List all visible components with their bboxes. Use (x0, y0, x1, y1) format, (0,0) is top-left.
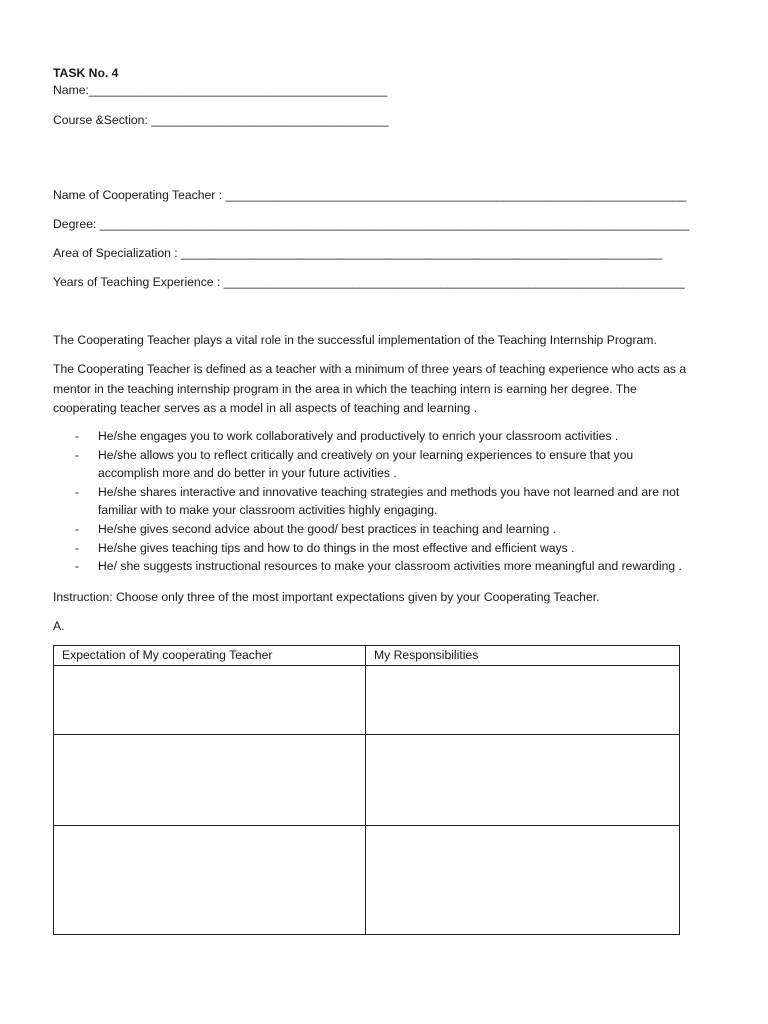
instruction-text: Instruction: Choose only three of the most important expectations given by your Cooperating Teacher. (53, 590, 600, 604)
column-header-expectation: Expectation of My cooperating Teacher (54, 646, 366, 666)
expectation-cell[interactable] (54, 666, 366, 735)
list-item-text: He/she shares interactive and innovative teaching strategies and methods you have not learned and are not (98, 484, 680, 499)
table-row (54, 666, 680, 735)
bullet-dash: - (75, 559, 80, 574)
table-row (54, 735, 680, 826)
section-label: A. (53, 619, 65, 633)
bullet-dash: - (75, 540, 80, 555)
table-header-row (54, 646, 680, 666)
cooperating-teacher-name-line: Name of Cooperating Teacher : ____________________________________________________________________ (53, 188, 687, 202)
degree-line: Degree: _______________________________________________________________________________________ (53, 217, 690, 231)
list-item (53, 483, 733, 520)
list-item (53, 446, 733, 483)
expectations-table (53, 645, 680, 935)
bullet-dash: - (75, 447, 80, 462)
area-of-specialization-line: Area of Specialization : _______________________________________________________________________ (53, 246, 663, 260)
list-item-text: He/she gives second advice about the good/ best practices in teaching and learning . (98, 521, 557, 536)
intro-paragraph-2-line: mentor in the teaching internship program in the area in which the teaching intern is earning her degree. The (53, 381, 637, 396)
responsibility-cell[interactable] (366, 666, 680, 735)
list-item (53, 427, 733, 446)
intro-paragraph-2-line: cooperating teacher serves as a model in all aspects of teaching and learning . (53, 401, 478, 415)
responsibility-cell[interactable] (366, 826, 680, 935)
name-field-line: Name:____________________________________________ (53, 83, 388, 97)
list-item (53, 557, 733, 576)
intro-paragraph-1: The Cooperating Teacher plays a vital role in the successful implementation of the Teaching Internship Program. (53, 333, 657, 347)
expectations-list (53, 427, 733, 576)
bullet-dash: - (75, 429, 80, 443)
list-item (53, 539, 733, 558)
list-item (53, 520, 733, 539)
expectation-cell[interactable] (54, 735, 366, 826)
task-title: TASK No. 4 (53, 66, 119, 80)
responsibility-cell[interactable] (366, 735, 680, 826)
table-row (54, 826, 680, 935)
list-item-text: He/ she suggests instructional resources to make your classroom activities more meaningful and rewarding . (98, 559, 682, 574)
column-header-responsibilities: My Responsibilities (366, 646, 680, 666)
list-item-text: He/she engages you to work collaboratively and productively to enrich your classroom activities . (98, 429, 619, 443)
list-item-text: He/she gives teaching tips and how to do things in the most effective and efficient ways . (98, 540, 575, 555)
list-item-text: familiar with to make your classroom activities highly engaging. (98, 503, 438, 518)
intro-paragraph-2-line: The Cooperating Teacher is defined as a teacher with a minimum of three years of teaching experience who acts as a (53, 362, 687, 376)
expectation-cell[interactable] (54, 826, 366, 935)
list-item-text: accomplish more and do better in your future activities . (98, 466, 397, 481)
intro-paragraph-2 (53, 360, 713, 419)
course-section-line: Course &Section: ___________________________________ (53, 113, 389, 127)
list-item-text: He/she allows you to reflect critically and creatively on your learning experiences to ensure that you (98, 447, 634, 462)
bullet-dash: - (75, 484, 80, 499)
bullet-dash: - (75, 521, 80, 536)
years-of-experience-line: Years of Teaching Experience : ____________________________________________________________________ (53, 275, 685, 289)
